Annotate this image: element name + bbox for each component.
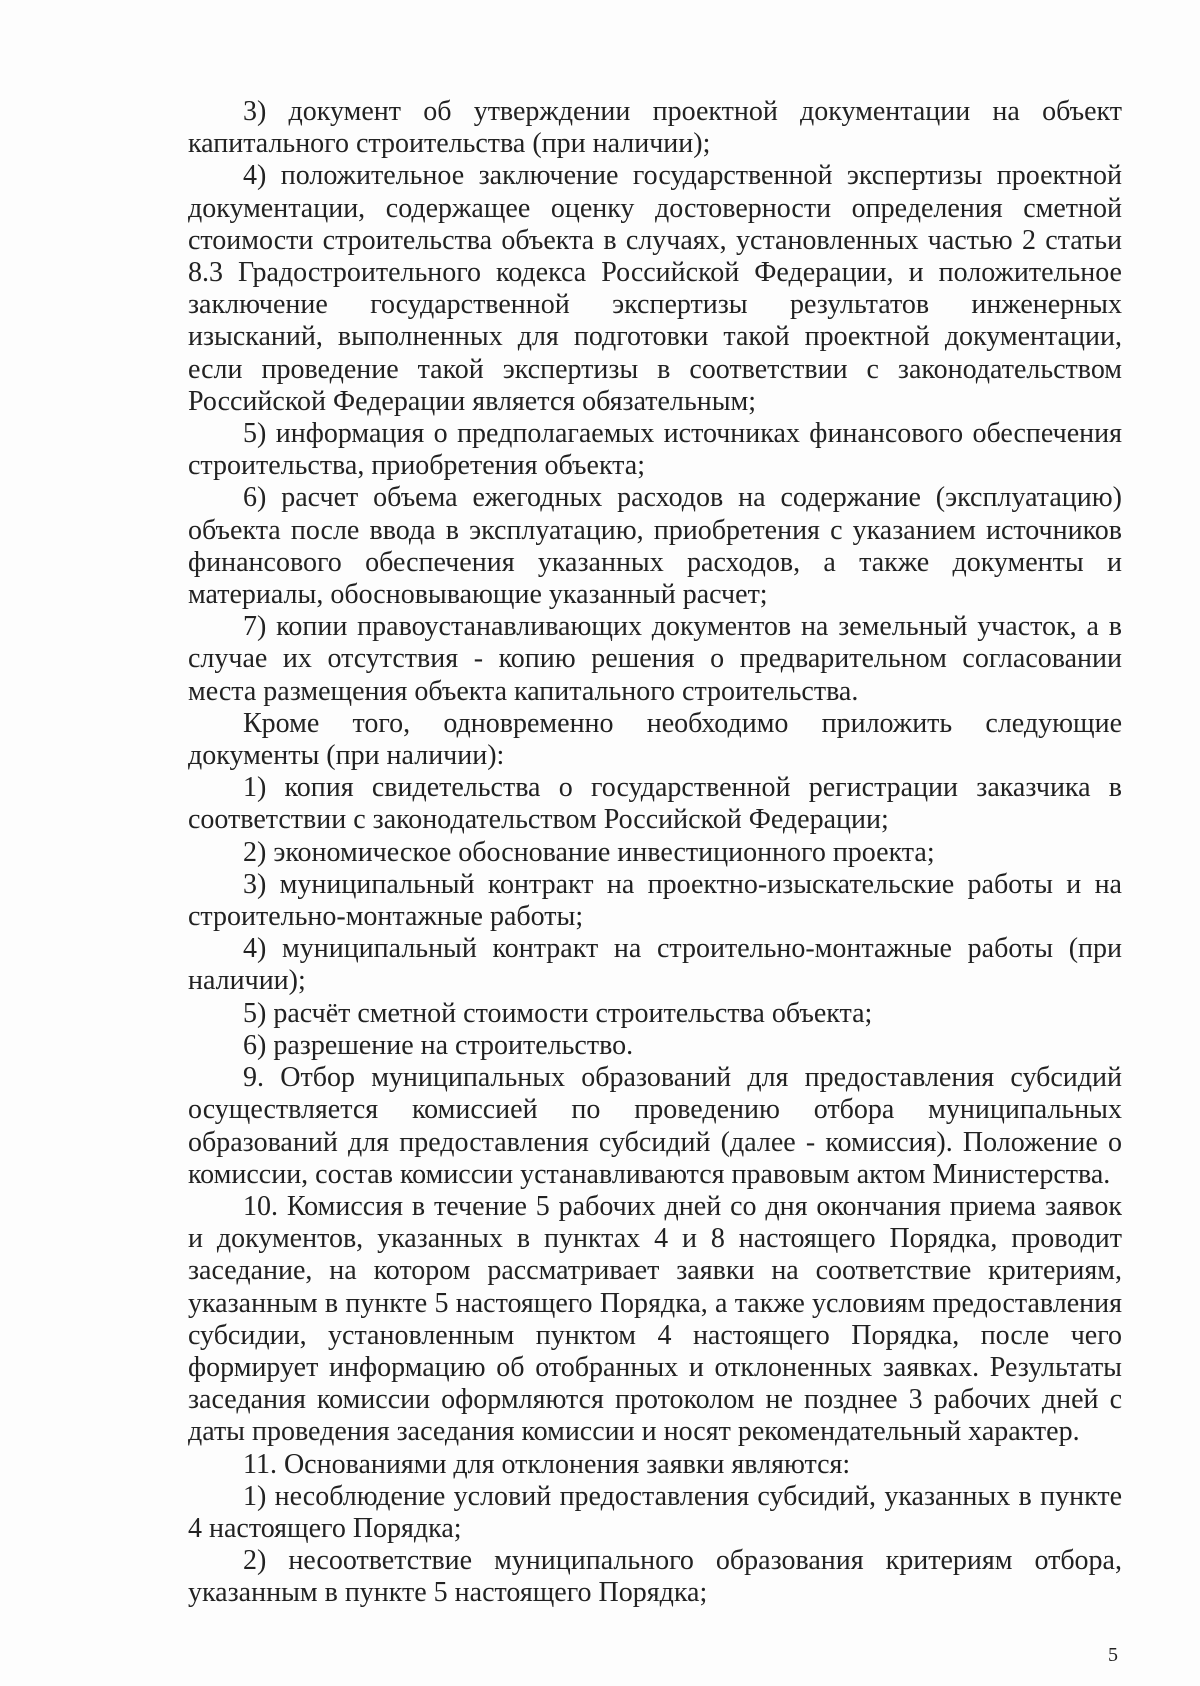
paragraph-item-3-approval: 3) документ об утверждении проектной документации на объект капитального строительства (при наличии); bbox=[188, 96, 1122, 160]
paragraph-section-9: 9. Отбор муниципальных образований для предоставления субсидий осуществляется комиссией по проведению отбора муниципальных образований для предоставления субсидий (далее - комиссия). Положение о комиссии, состав комиссии устанавливаются правовым актом Министерства. bbox=[188, 1062, 1122, 1190]
paragraph-rejection-2: 2) несоответствие муниципального образования критериям отбора, указанным в пункте 5 настоящего Порядка; bbox=[188, 1545, 1122, 1609]
page-number: 5 bbox=[1108, 1644, 1118, 1666]
paragraph-sub-1-registration: 1) копия свидетельства о государственной регистрации заказчика в соответствии с законодательством Российской Федерации; bbox=[188, 772, 1122, 836]
paragraph-item-7-land-documents: 7) копии правоустанавливающих документов на земельный участок, а в случае их отсутствия - копию решения о предварительном согласовании места размещения объекта капитального строительства. bbox=[188, 611, 1122, 707]
paragraph-sub-5-estimate: 5) расчёт сметной стоимости строительства объекта; bbox=[243, 997, 873, 1029]
paragraph-sub-3-contract: 3) муниципальный контракт на проектно-изыскательские работы и на строительно-монтажные работы; bbox=[188, 868, 1122, 933]
paragraph-item-5-financing: 5) информация о предполагаемых источниках финансового обеспечения строительства, приобретения объекта; bbox=[188, 418, 1122, 482]
paragraph-sub-2-economic: 2) экономическое обоснование инвестиционного проекта; bbox=[243, 836, 935, 868]
paragraph-additional-documents: Кроме того, одновременно необходимо приложить следующие документы (при наличии): bbox=[188, 707, 1122, 772]
paragraph-item-4-expertise: 4) положительное заключение государственной экспертизы проектной документации, содержащее оценку достоверности определения сметной стоимости строительства объекта в случаях, установленных частью 2 статьи 8.3 Градостроительного кодекса Российской Федерации, и положительное заключение государственной экспертизы результатов инженерных изысканий, выполненных для подготовки такой проектной документации, если проведение такой экспертизы в соответствии с законодательством Российской Федерации является обязательным; bbox=[188, 160, 1122, 417]
document-body bbox=[188, 96, 1122, 1610]
paragraph-section-11: 11. Основаниями для отклонения заявки являются: bbox=[243, 1448, 851, 1480]
paragraph-sub-6-permit: 6) разрешение на строительство. bbox=[243, 1029, 634, 1061]
paragraph-rejection-1: 1) несоблюдение условий предоставления субсидий, указанных в пункте 4 настоящего Порядка; bbox=[188, 1480, 1122, 1544]
paragraph-section-10: 10. Комиссия в течение 5 рабочих дней со дня окончания приема заявок и документов, указанных в пунктах 4 и 8 настоящего Порядка, проводит заседание, на котором рассматривает заявки на соответствие критериям, указанным в пункте 5 настоящего Порядка, а также условиям предоставления субсидии, установленным пунктом 4 настоящего Порядка, после чего формирует информацию об отобранных и отклоненных заявках. Результаты заседания комиссии оформляются протоколом не позднее 3 рабочих дней с даты проведения заседания комиссии и носят рекомендательный характер. bbox=[188, 1190, 1122, 1448]
paragraph-sub-4-contract: 4) муниципальный контракт на строительно-монтажные работы (при наличии); bbox=[188, 933, 1122, 997]
paragraph-item-6-expenses: 6) расчет объема ежегодных расходов на содержание (эксплуатацию) объекта после ввода в эксплуатацию, приобретения с указанием источников финансового обеспечения указанных расходов, а также документы и материалы, обосновывающие указанный расчет; bbox=[188, 482, 1122, 611]
